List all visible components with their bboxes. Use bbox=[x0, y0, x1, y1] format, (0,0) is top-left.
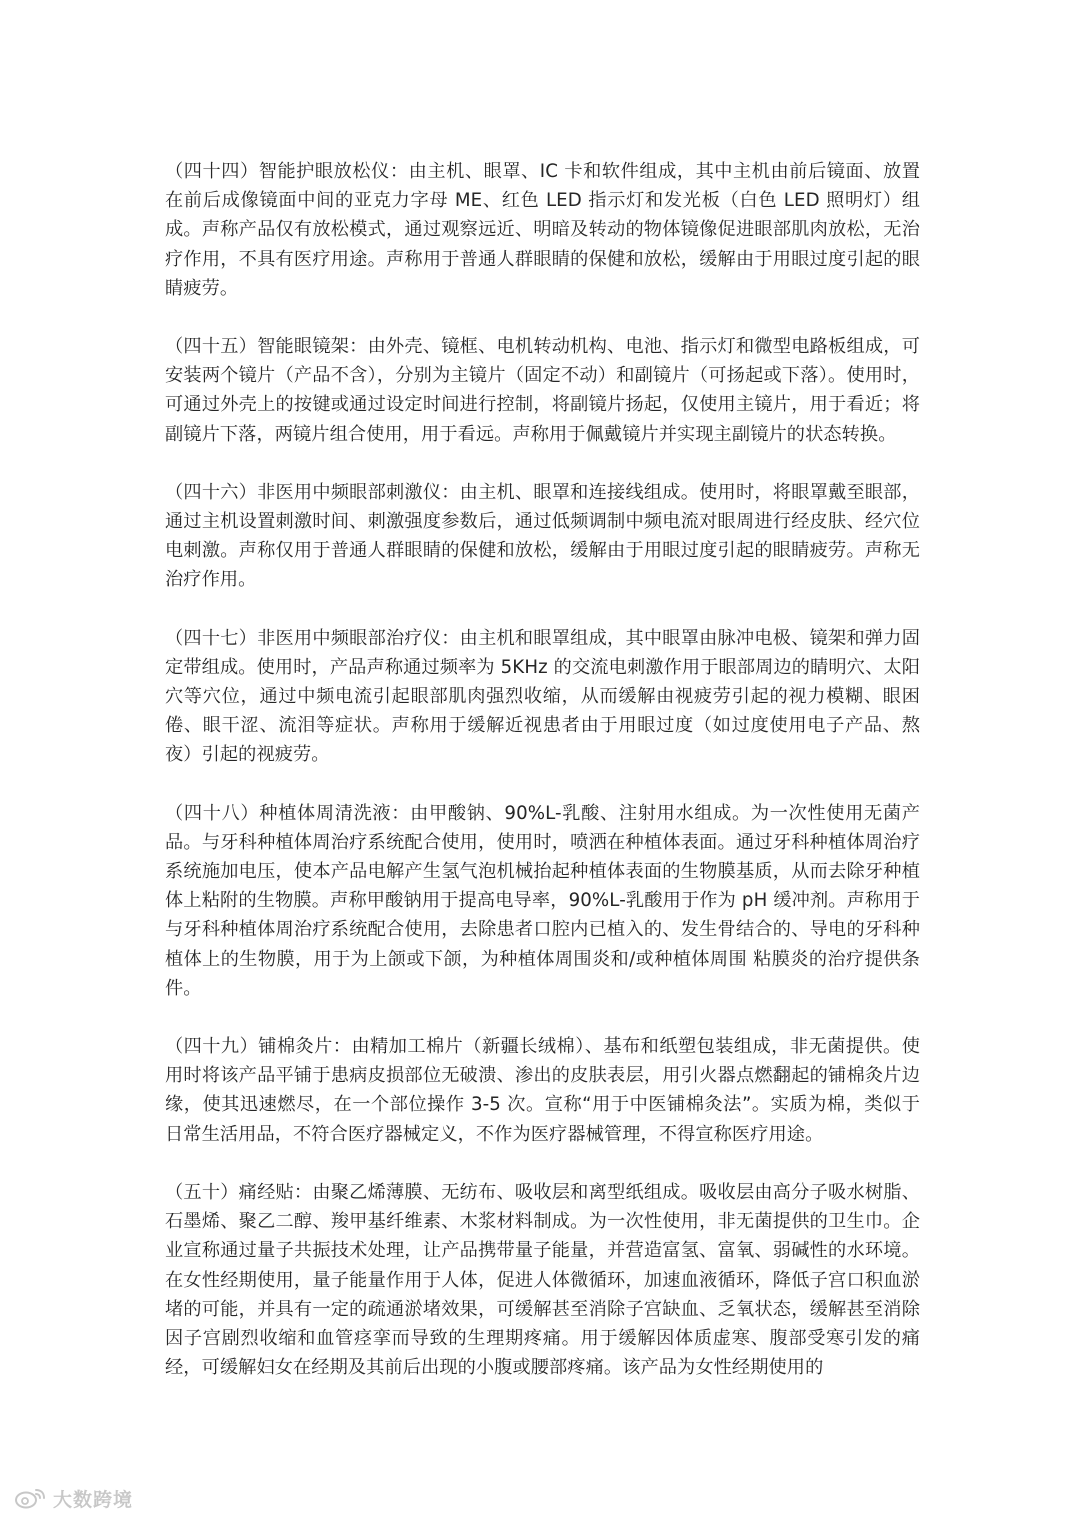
paragraph-item-47: （四十七）非医用中频眼部治疗仪：由主机和眼罩组成，其中眼罩由脉冲电极、镜架和弹力固定带组成。使用时，产品声称通过频率为 5KHz 的交流电刺激作用于眼部周边的睛明穴、太阳穴等穴位，通过中频电流引起眼部肌肉强烈收缩，从而缓解由视疲劳引起的视力模糊、眼困倦、眼干涩、流泪等症状。声称用于缓解近视患者由于用眼过度（如过度使用电子产品、熬夜）引起的视疲劳。 bbox=[165, 627, 920, 766]
paragraph-item-45: （四十五）智能眼镜架：由外壳、镜框、电机转动机构、电池、指示灯和微型电路板组成，可安装两个镜片（产品不含），分别为主镜片（固定不动）和副镜片（可扬起或下落）。使用时，可通过外壳上的按键或通过设定时间进行控制，将副镜片扬起，仅使用主镜片，用于看近；将副镜片下落，两镜片组合使用，用于看远。声称用于佩戴镜片并实现主副镜片的状态转换。 bbox=[165, 336, 920, 445]
paragraph-item-44: （四十四）智能护眼放松仪：由主机、眼罩、IC 卡和软件组成，其中主机由前后镜面、放置在前后成像镜面中间的亚克力字母 ME、红色 LED 指示灯和发光板（白色 LED 照明灯）组成。声称产品仅有放松模式，通过观察远近、明暗及转动的物体镜像促进眼部肌肉放松，无治疗作用，不具有医疗用途。声称用于普通人群眼睛的保健和放松，缓解由于用眼过度引起的眼睛疲劳。 bbox=[165, 161, 920, 299]
watermark bbox=[14, 1485, 133, 1511]
document-body bbox=[165, 157, 920, 1411]
watermark-text: 大数跨境 bbox=[53, 1488, 134, 1511]
weibo-logo-icon bbox=[14, 1486, 48, 1510]
paragraph-item-48: （四十八）种植体周清洗液：由甲酸钠、90%L-乳酸、注射用水组成。为一次性使用无菌产品。与牙科种植体周治疗系统配合使用，使用时，喷洒在种植体表面。通过牙科种植体周治疗系统施加电压，使本产品电解产生氢气泡机械抬起种植体表面的生物膜基质，从而去除牙种植体上粘附的生物膜。声称甲酸钠用于提高电导率，90%L-乳酸用于作为 pH 缓冲剂。声称用于与牙科种植体周治疗系统配合使用，去除患者口腔内已植入的、发生骨结合的、导电的牙科种植体上的生物膜，用于为上颌或下颌，为种植体周围炎和/或种植体周围 粘膜炎的治疗提供条件。 bbox=[165, 802, 920, 999]
paragraph-item-46: （四十六）非医用中频眼部刺激仪：由主机、眼罩和连接线组成。使用时，将眼罩戴至眼部，通过主机设置刺激时间、刺激强度参数后，通过低频调制中频电流对眼周进行经皮肤、经穴位电刺激。声称仅用于普通人群眼睛的保健和放松，缓解由于用眼过度引起的眼睛疲劳。声称无治疗作用。 bbox=[165, 481, 920, 591]
paragraph-item-50: （五十）痛经贴：由聚乙烯薄膜、无纺布、吸收层和离型纸组成。吸收层由高分子吸水树脂、石墨烯、聚乙二醇、羧甲基纤维素、木浆材料制成。为一次性使用，非无菌提供的卫生巾。企业宣称通过量子共振技术处理，让产品携带量子能量，并营造富氢、富氧、弱碱性的水环境。在女性经期使用，量子能量作用于人体，促进人体微循环，加速血液循环，降低子宫口积血淤堵的可能，并具有一定的疏通淤堵效果，可缓解甚至消除子宫缺血、乏氧状态，缓解甚至消除因子宫剧烈收缩和血管痉挛而导致的生理期疼痛。用于缓解因体质虚寒、腹部受寒引发的痛经，可缓解妇女在经期及其前后出现的小腹或腰部疼痛。该产品为女性经期使用的 bbox=[165, 1181, 920, 1379]
paragraph-item-49: （四十九）铺棉灸片：由精加工棉片（新疆长绒棉）、基布和纸塑包装组成，非无菌提供。使用时将该产品平铺于患病皮损部位无破溃、渗出的皮肤表层，用引火器点燃翻起的铺棉灸片边缘，使其迅速燃尽，在一个部位操作 3-5 次。宣称“用于中医铺棉灸法”。实质为棉，类似于日常生活用品，不符合医疗器械定义，不作为医疗器械管理，不得宣称医疗用途。 bbox=[165, 1036, 920, 1145]
